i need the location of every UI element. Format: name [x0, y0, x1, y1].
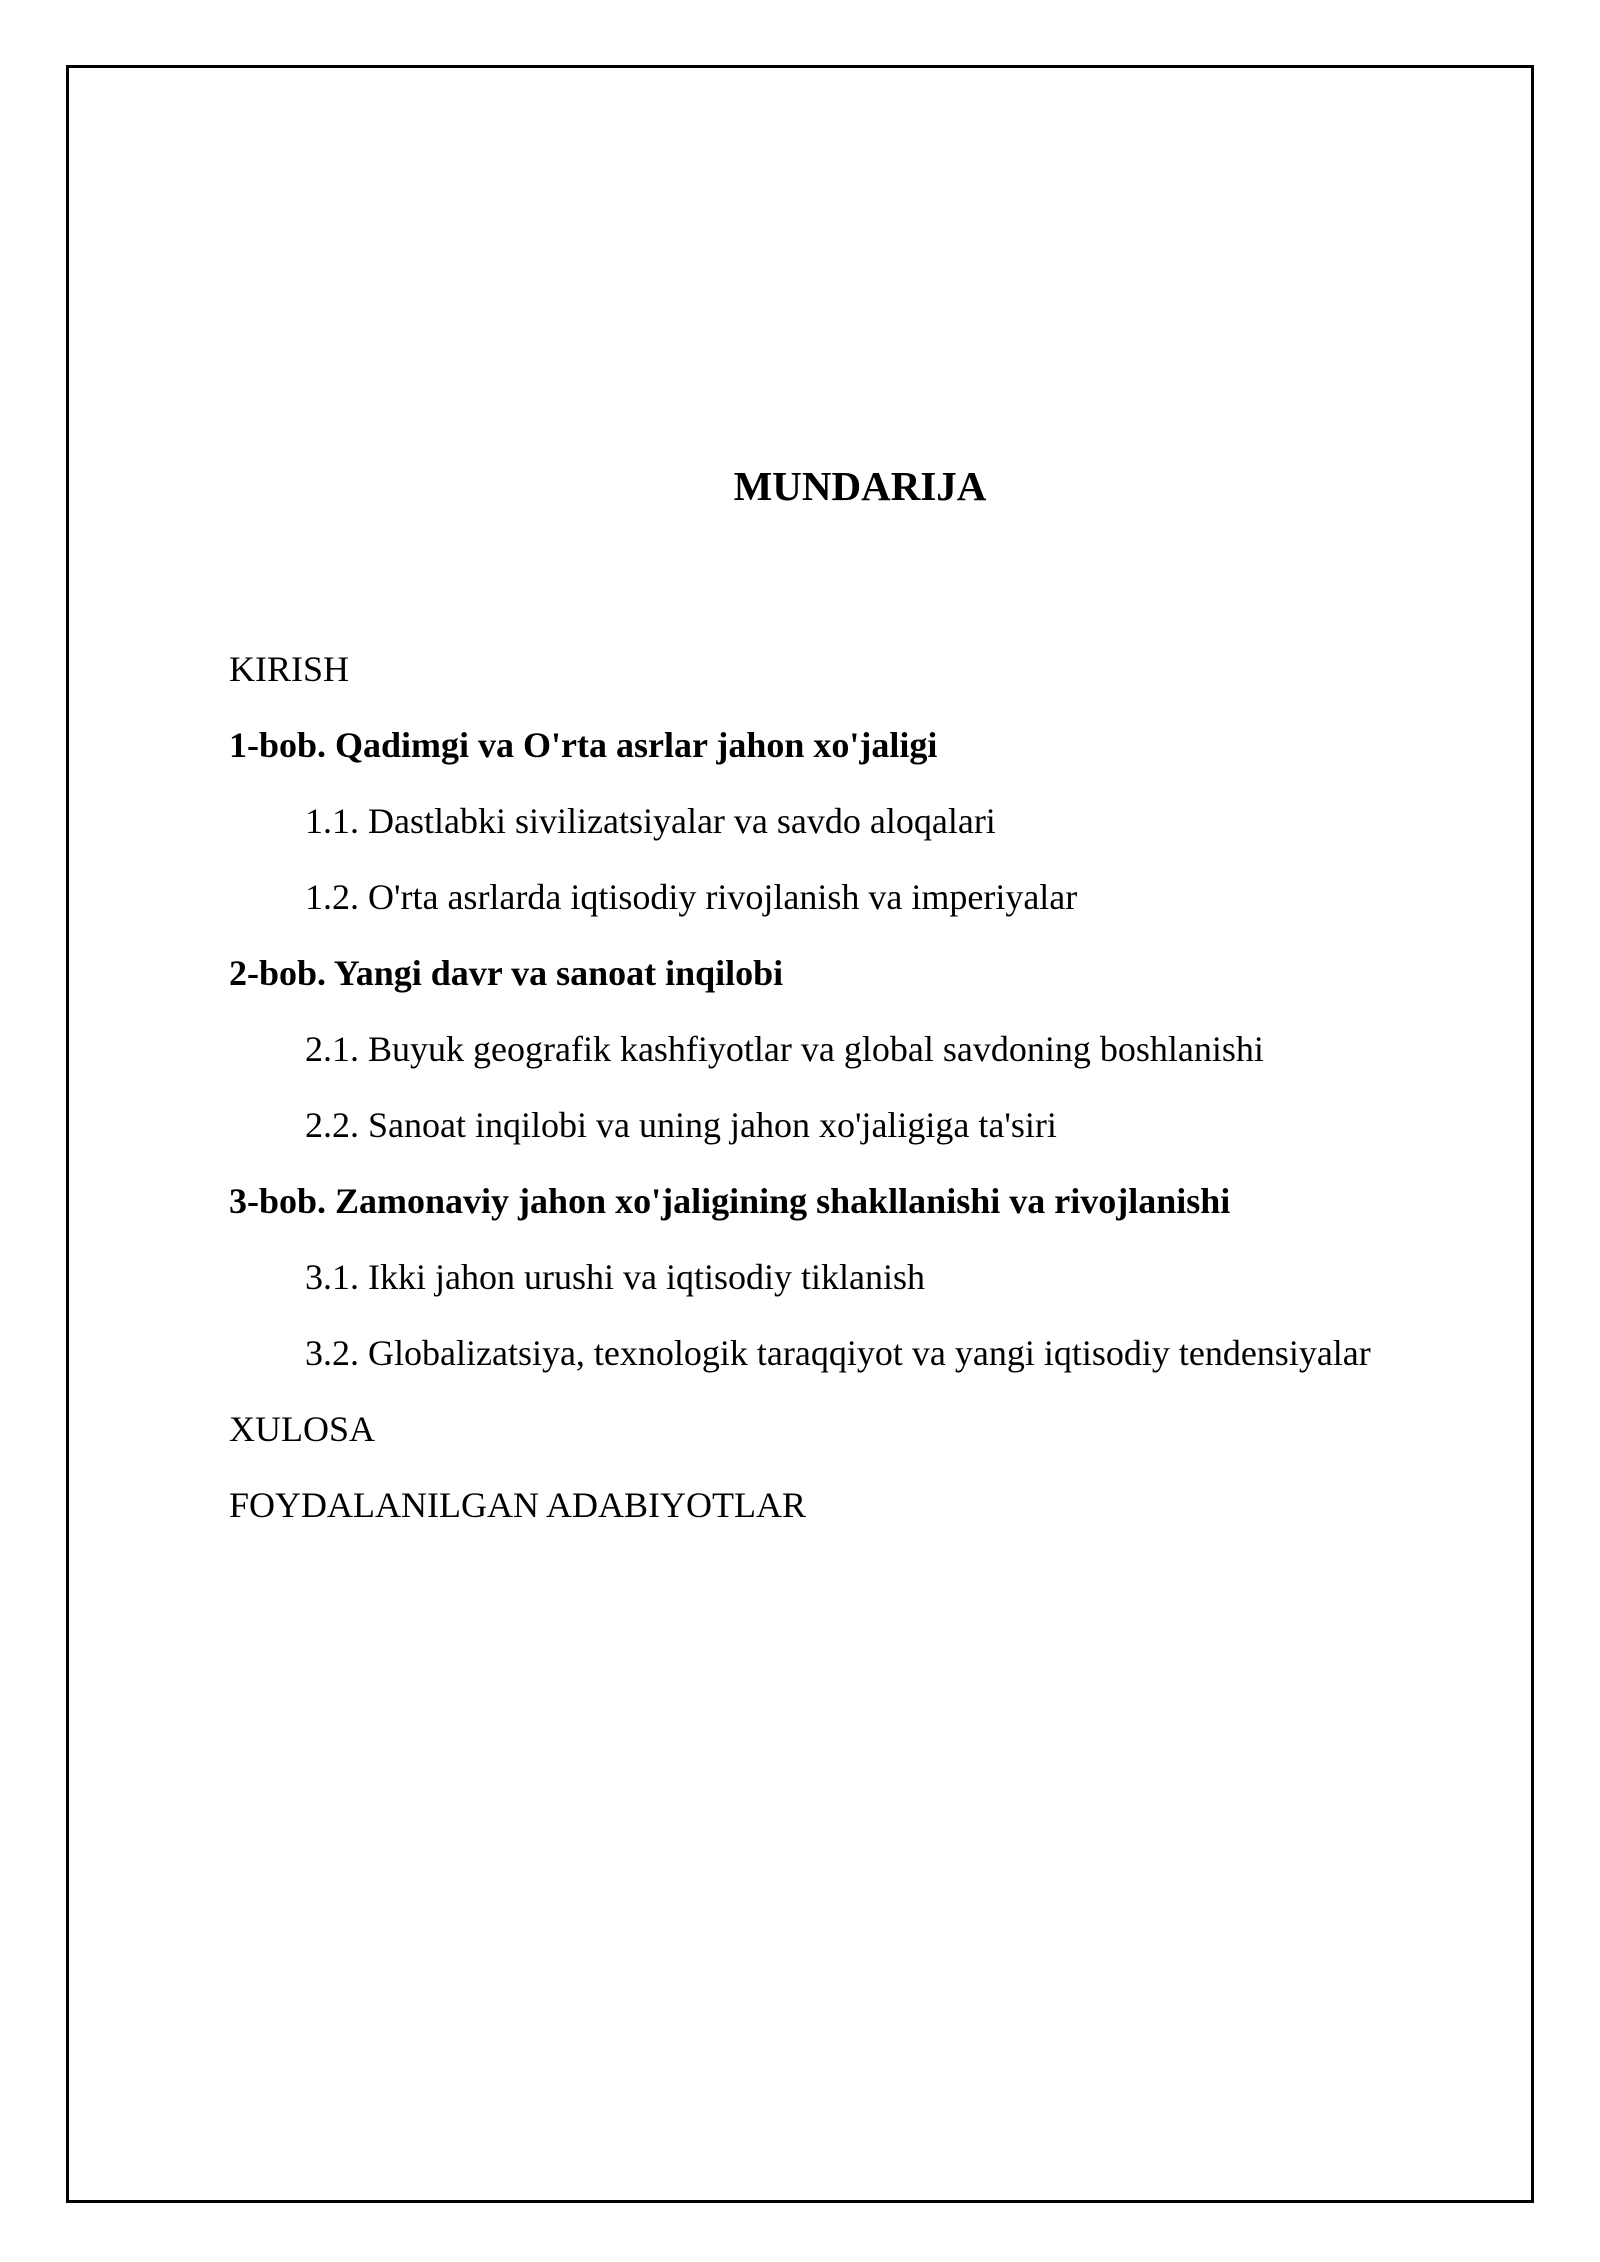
toc-section-2-2: 2.2. Sanoat inqilobi va uning jahon xo'jaligiga ta'siri — [305, 1105, 1057, 1145]
toc-entry-references: FOYDALANILGAN ADABIYOTLAR — [229, 1485, 806, 1525]
toc-section-2-1: 2.1. Buyuk geografik kashfiyotlar va global savdoning boshlanishi — [305, 1029, 1264, 1069]
toc-entry-introduction: KIRISH — [229, 649, 350, 689]
toc-chapter-3: 3-bob. Zamonaviy jahon xo'jaligining shakllanishi va rivojlanishi — [229, 1181, 1231, 1221]
toc-section-3-1: 3.1. Ikki jahon urushi va iqtisodiy tiklanish — [305, 1257, 925, 1297]
table-of-contents — [229, 641, 1371, 1553]
toc-entry-conclusion: XULOSA — [229, 1409, 376, 1449]
toc-chapter-2: 2-bob. Yangi davr va sanoat inqilobi — [229, 953, 784, 993]
toc-section-1-1: 1.1. Dastlabki sivilizatsiyalar va savdo aloqalari — [305, 801, 996, 841]
toc-section-1-2: 1.2. O'rta asrlarda iqtisodiy rivojlanish va imperiyalar — [305, 877, 1078, 917]
page-title: MUNDARIJA — [733, 463, 987, 509]
toc-chapter-1: 1-bob. Qadimgi va O'rta asrlar jahon xo'jaligi — [229, 725, 938, 765]
toc-section-3-2: 3.2. Globalizatsiya, texnologik taraqqiyot va yangi iqtisodiy tendensiyalar — [305, 1333, 1371, 1373]
